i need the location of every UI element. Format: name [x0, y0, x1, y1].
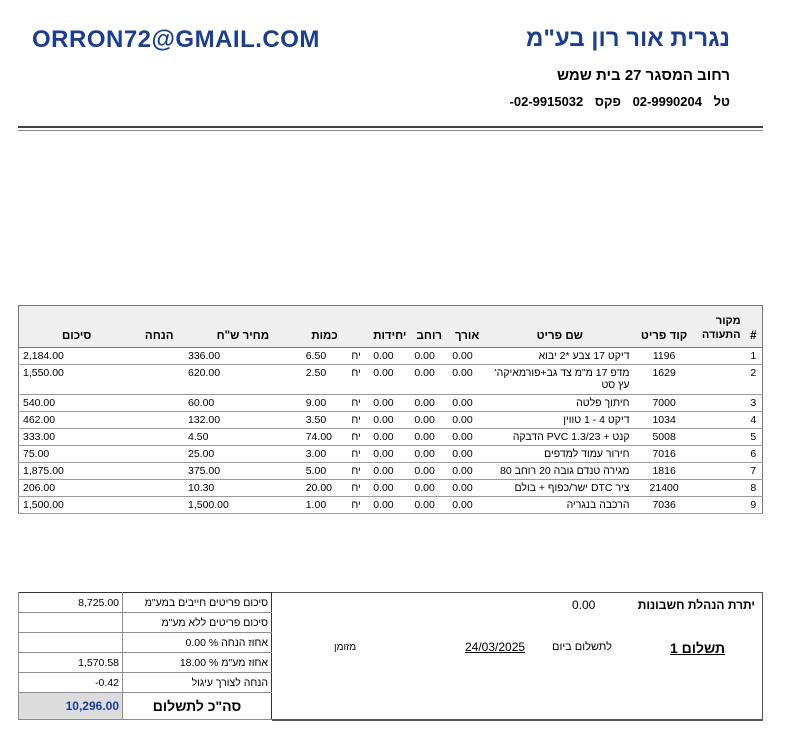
cell-length: 0.00 — [448, 365, 486, 395]
cell-code: 7036 — [634, 497, 695, 514]
fax-number: 02-9915032- — [509, 94, 584, 109]
cell-length: 0.00 — [448, 429, 486, 446]
balance-value: 0.00 — [572, 598, 596, 612]
cell-length: 0.00 — [448, 446, 486, 463]
cell-units: 0.00 — [369, 446, 410, 463]
cell-uom: יח — [347, 365, 369, 395]
summary-value — [19, 613, 123, 633]
cell-units: 0.00 — [369, 429, 410, 446]
cell-source — [695, 395, 745, 412]
table-row — [19, 480, 763, 497]
cell-discount — [134, 365, 184, 395]
cell-name: דיקט 4 - 1 טווין — [486, 412, 633, 429]
cell-discount — [134, 429, 184, 446]
cell-code: 1034 — [634, 412, 695, 429]
cell-source — [695, 480, 745, 497]
cell-qty: 9.00 — [302, 395, 348, 412]
cell-num: 1 — [745, 348, 763, 365]
table-row — [19, 348, 763, 365]
cell-qty: 3.50 — [302, 412, 348, 429]
cell-total: 1,550.00 — [19, 365, 135, 395]
cell-uom: יח — [347, 348, 369, 365]
grand-total-value: 10,296.00 — [19, 693, 123, 720]
table-row — [19, 395, 763, 412]
col-code: קוד פריט — [634, 306, 695, 348]
cell-total: 462.00 — [19, 412, 135, 429]
cell-name: הרכבה בנגריה — [486, 497, 633, 514]
cell-price: 375.00 — [184, 463, 302, 480]
cell-units: 0.00 — [369, 480, 410, 497]
cell-total: 206.00 — [19, 480, 135, 497]
cell-length: 0.00 — [448, 395, 486, 412]
summary-row — [19, 613, 272, 633]
cell-length: 0.00 — [448, 497, 486, 514]
table-row — [19, 497, 763, 514]
cell-total: 1,875.00 — [19, 463, 135, 480]
summary-value: 1,570.58 — [19, 653, 123, 673]
cell-units: 0.00 — [369, 463, 410, 480]
items-table — [18, 305, 763, 514]
cell-price: 132.00 — [184, 412, 302, 429]
col-num: # — [745, 306, 763, 348]
col-uom — [347, 306, 369, 348]
cell-width: 0.00 — [410, 463, 448, 480]
col-qty: כמות — [302, 306, 348, 348]
cell-total: 1,500.00 — [19, 497, 135, 514]
summary-value: 8,725.00 — [19, 593, 123, 613]
cell-code: 7000 — [634, 395, 695, 412]
col-source: מקור התעודה — [695, 306, 745, 348]
cell-width: 0.00 — [410, 429, 448, 446]
cell-width: 0.00 — [410, 497, 448, 514]
cell-units: 0.00 — [369, 348, 410, 365]
cell-price: 60.00 — [184, 395, 302, 412]
cell-num: 8 — [745, 480, 763, 497]
cell-source — [695, 348, 745, 365]
payment-method: מזומן — [334, 642, 357, 653]
cell-units: 0.00 — [369, 395, 410, 412]
table-row — [19, 429, 763, 446]
summary-label: סיכום פריטים ללא מע"מ — [123, 613, 272, 633]
cell-num: 5 — [745, 429, 763, 446]
items-header-row — [19, 306, 763, 348]
grand-total-label: סה"כ לתשלום — [123, 693, 272, 720]
company-email: ORRON72@GMAIL.COM — [32, 26, 320, 53]
cell-total: 333.00 — [19, 429, 135, 446]
summary-value: -0.42 — [19, 673, 123, 693]
summary-row — [19, 653, 272, 673]
cell-name: ציר DTC ישר/כפוף + בולם — [486, 480, 633, 497]
cell-uom: יח — [347, 480, 369, 497]
cell-source — [695, 429, 745, 446]
summary-table — [18, 592, 272, 720]
col-width: רוחב — [410, 306, 448, 348]
summary-row — [19, 633, 272, 653]
cell-total: 2,184.00 — [19, 348, 135, 365]
cell-code: 21400 — [634, 480, 695, 497]
table-row — [19, 446, 763, 463]
phone-number: 02-9990204 — [632, 94, 702, 109]
cell-source — [695, 497, 745, 514]
table-row — [19, 412, 763, 429]
cell-length: 0.00 — [448, 463, 486, 480]
summary-label: אחוז מע"מ % 18.00 — [123, 653, 272, 673]
cell-width: 0.00 — [410, 480, 448, 497]
cell-num: 6 — [745, 446, 763, 463]
cell-num: 3 — [745, 395, 763, 412]
cell-length: 0.00 — [448, 412, 486, 429]
payment-on-label: לתשלום ביום — [552, 641, 612, 653]
summary-row — [19, 673, 272, 693]
col-total: סיכום — [19, 306, 135, 348]
cell-length: 0.00 — [448, 348, 486, 365]
company-name: נגרית אור רון בע"מ — [526, 25, 730, 52]
cell-width: 0.00 — [410, 348, 448, 365]
cell-width: 0.00 — [410, 395, 448, 412]
phone-label: טל — [713, 94, 730, 109]
balance-label: יתרת הנהלת חשבונות — [637, 598, 755, 612]
cell-qty: 1.00 — [302, 497, 348, 514]
cell-uom: יח — [347, 446, 369, 463]
cell-discount — [134, 463, 184, 480]
col-price: מחיר ש"ח — [184, 306, 302, 348]
cell-price: 10.30 — [184, 480, 302, 497]
cell-length: 0.00 — [448, 480, 486, 497]
payment-label: תשלום 1 — [669, 640, 725, 656]
cell-code: 1196 — [634, 348, 695, 365]
cell-qty: 6.50 — [302, 348, 348, 365]
col-units: יחידות — [369, 306, 410, 348]
summary-label: סיכום פריטים חייבים במע"מ — [123, 593, 272, 613]
cell-num: 4 — [745, 412, 763, 429]
cell-price: 336.00 — [184, 348, 302, 365]
company-phones — [502, 94, 730, 109]
cell-code: 1629 — [634, 365, 695, 395]
payment-date: 24/03/2025 — [465, 640, 526, 654]
cell-qty: 5.00 — [302, 463, 348, 480]
col-discount: הנחה — [134, 306, 184, 348]
cell-source — [695, 446, 745, 463]
fax-label: פקס — [594, 94, 621, 109]
cell-units: 0.00 — [369, 497, 410, 514]
cell-qty: 2.50 — [302, 365, 348, 395]
cell-discount — [134, 412, 184, 429]
table-row — [19, 365, 763, 395]
cell-width: 0.00 — [410, 365, 448, 395]
cell-name: קנט + PVC 1.3/23 הדבקה — [486, 429, 633, 446]
summary-label: אחוז הנחה % 0.00 — [123, 633, 272, 653]
cell-uom: יח — [347, 429, 369, 446]
cell-price: 4.50 — [184, 429, 302, 446]
cell-code: 5008 — [634, 429, 695, 446]
cell-name: מדפ 17 מ"מ צד גב+פורמאיקה' עץ סט — [486, 365, 633, 395]
cell-name: מגירה טנדם גובה 20 רוחב 80 — [486, 463, 633, 480]
header-divider-thin — [18, 130, 763, 131]
cell-discount — [134, 395, 184, 412]
col-length: אורך — [448, 306, 486, 348]
cell-qty: 20.00 — [302, 480, 348, 497]
col-name: שם פריט — [486, 306, 633, 348]
table-row — [19, 463, 763, 480]
cell-name: חירור עמוד למדפים — [486, 446, 633, 463]
cell-name: חיתוך פלטה — [486, 395, 633, 412]
cell-num: 7 — [745, 463, 763, 480]
cell-num: 2 — [745, 365, 763, 395]
cell-num: 9 — [745, 497, 763, 514]
cell-total: 75.00 — [19, 446, 135, 463]
cell-units: 0.00 — [369, 412, 410, 429]
cell-source — [695, 412, 745, 429]
company-address: רחוב המסגר 27 בית שמש — [556, 67, 730, 84]
cell-source — [695, 365, 745, 395]
cell-width: 0.00 — [410, 412, 448, 429]
cell-discount — [134, 348, 184, 365]
cell-price: 25.00 — [184, 446, 302, 463]
cell-name: דיקט 17 צבע *2 יבוא — [486, 348, 633, 365]
cell-price: 1,500.00 — [184, 497, 302, 514]
header-divider — [18, 126, 763, 128]
summary-label: הנחה לצורך עיגול — [123, 673, 272, 693]
cell-source — [695, 463, 745, 480]
summary-total-row — [19, 693, 272, 720]
cell-code: 1816 — [634, 463, 695, 480]
cell-total: 540.00 — [19, 395, 135, 412]
cell-qty: 3.00 — [302, 446, 348, 463]
cell-uom: יח — [347, 497, 369, 514]
cell-price: 620.00 — [184, 365, 302, 395]
summary-row — [19, 593, 272, 613]
cell-width: 0.00 — [410, 446, 448, 463]
cell-units: 0.00 — [369, 365, 410, 395]
summary-value — [19, 633, 123, 653]
cell-uom: יח — [347, 395, 369, 412]
cell-uom: יח — [347, 463, 369, 480]
cell-code: 7016 — [634, 446, 695, 463]
cell-qty: 74.00 — [302, 429, 348, 446]
cell-discount — [134, 480, 184, 497]
cell-discount — [134, 446, 184, 463]
cell-uom: יח — [347, 412, 369, 429]
cell-discount — [134, 497, 184, 514]
